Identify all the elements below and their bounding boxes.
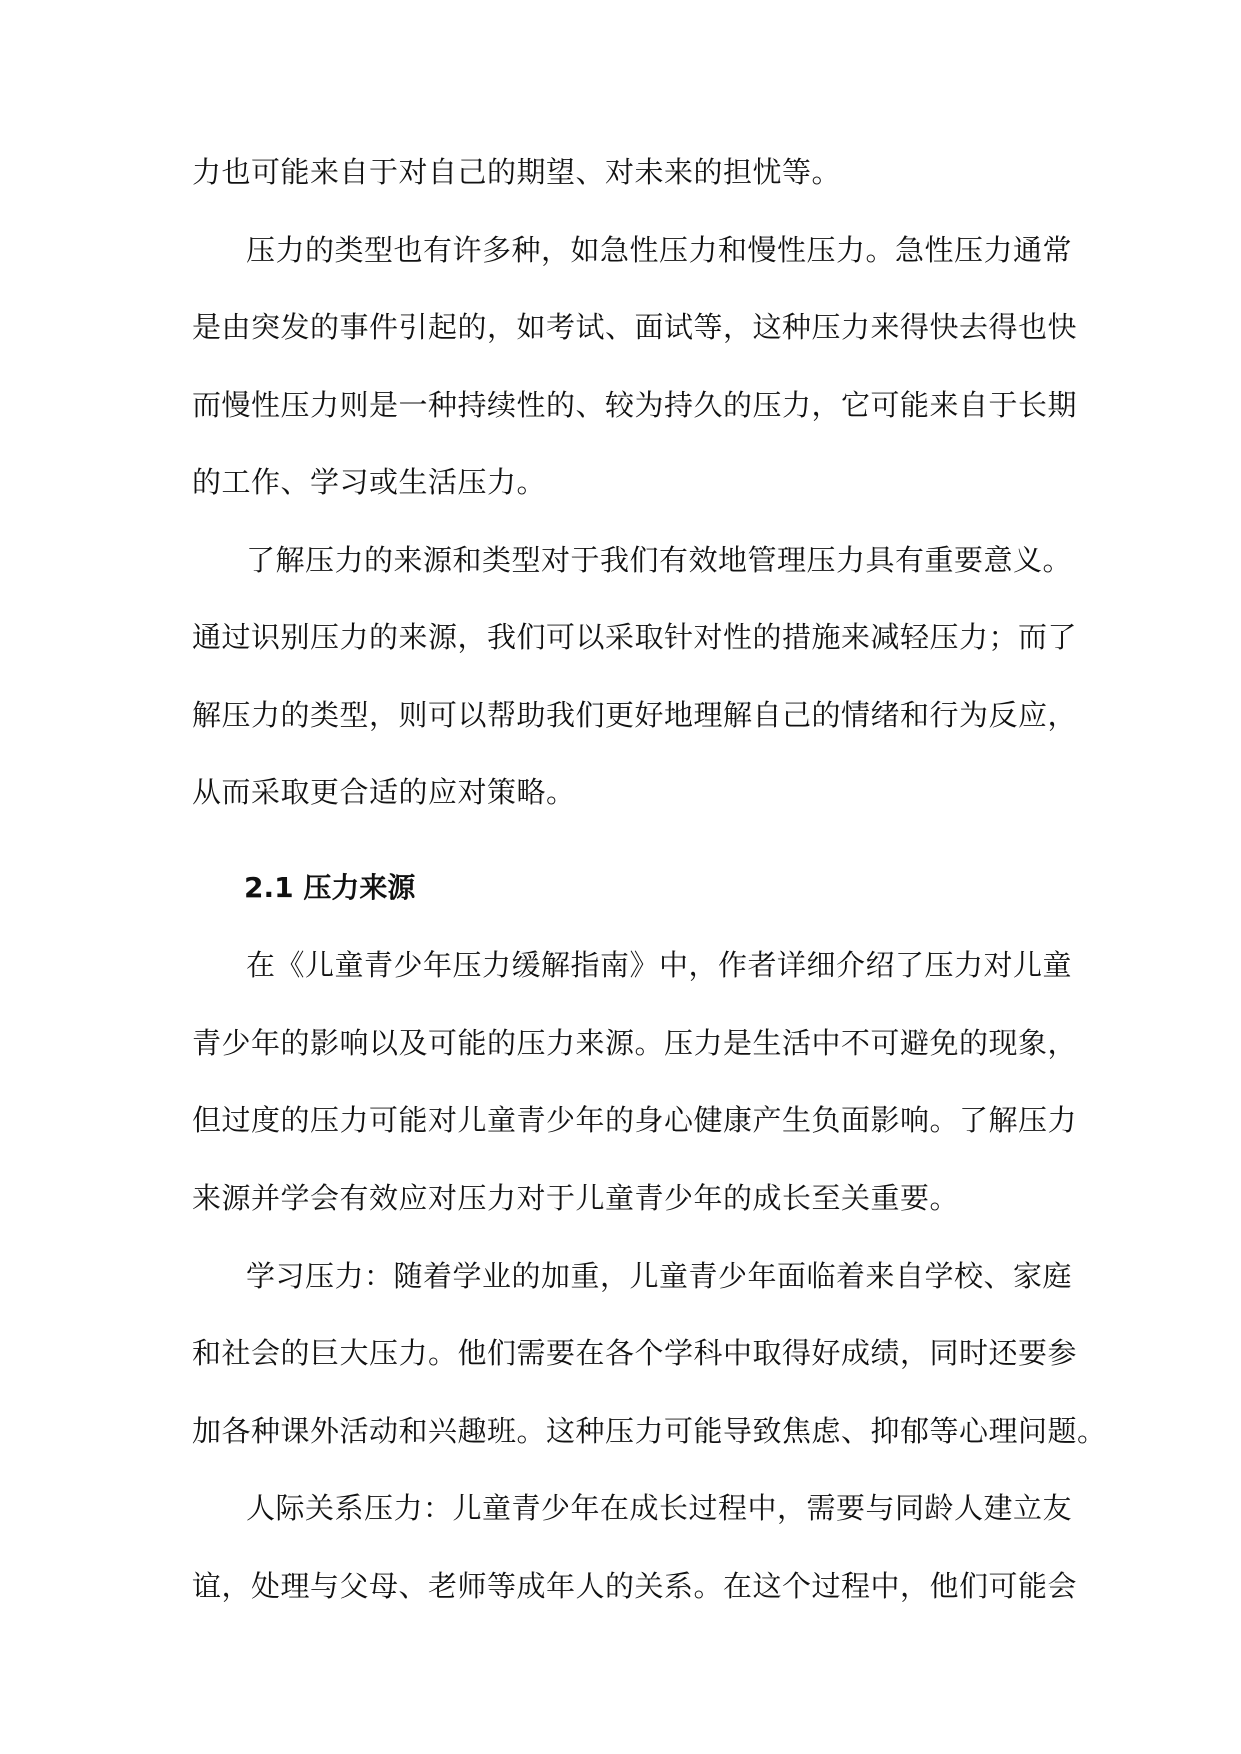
text-line: 加各种课外活动和兴趣班。这种压力可能导致焦虑、抑郁等心理问题。 [192, 1414, 1107, 1448]
text-line: 是由突发的事件引起的，如考试、面试等，这种压力来得快去得也快 [192, 310, 1078, 344]
text-line: 通过识别压力的来源，我们可以采取针对性的措施来减轻压力；而了 [192, 620, 1078, 654]
section-heading: 2.1 压力来源 [244, 871, 416, 904]
text-line: 谊，处理与父母、老师等成年人的关系。在这个过程中，他们可能会 [192, 1569, 1078, 1603]
paragraph-first-line: 学习压力：随着学业的加重，儿童青少年面临着来自学校、家庭 [246, 1259, 1073, 1293]
text-line: 的工作、学习或生活压力。 [192, 465, 547, 499]
text-line: 但过度的压力可能对儿童青少年的身心健康产生负面影响。了解压力 [192, 1103, 1078, 1137]
paragraph-first-line: 在《儿童青少年压力缓解指南》中，作者详细介绍了压力对儿童 [246, 948, 1073, 982]
text-line: 从而采取更合适的应对策略。 [192, 775, 576, 809]
text-line: 和社会的巨大压力。他们需要在各个学科中取得好成绩，同时还要参 [192, 1336, 1078, 1370]
paragraph-first-line: 人际关系压力：儿童青少年在成长过程中，需要与同龄人建立友 [246, 1491, 1073, 1525]
text-line: 而慢性压力则是一种持续性的、较为持久的压力，它可能来自于长期 [192, 388, 1078, 422]
paragraph-first-line: 压力的类型也有许多种，如急性压力和慢性压力。急性压力通常 [246, 233, 1073, 267]
text-line: 解压力的类型，则可以帮助我们更好地理解自己的情绪和行为反应， [192, 698, 1078, 732]
paragraph-first-line: 了解压力的来源和类型对于我们有效地管理压力具有重要意义。 [246, 543, 1073, 577]
text-line: 力也可能来自于对自己的期望、对未来的担忧等。 [192, 155, 842, 189]
text-line: 青少年的影响以及可能的压力来源。压力是生活中不可避免的现象， [192, 1026, 1078, 1060]
text-line: 来源并学会有效应对压力对于儿童青少年的成长至关重要。 [192, 1181, 960, 1215]
